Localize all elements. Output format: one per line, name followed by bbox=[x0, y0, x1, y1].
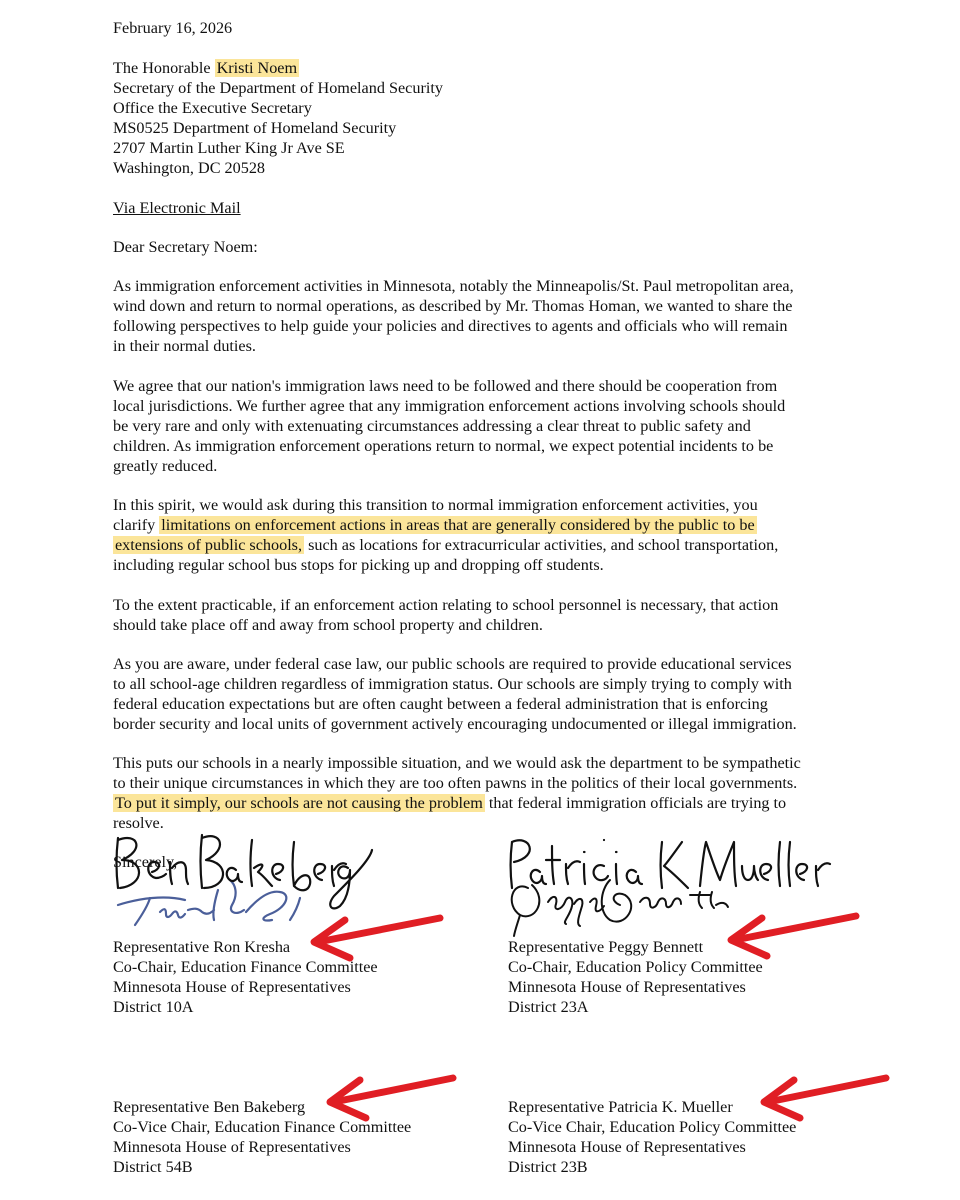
signatory-block bbox=[508, 1097, 796, 1177]
recipient-line: Secretary of the Department of Homeland Security bbox=[113, 79, 443, 97]
signature-ron-kresha bbox=[118, 880, 300, 925]
greeting: Dear Secretary Noem: bbox=[113, 238, 258, 256]
paragraph-6-line: This puts our schools in a nearly impossible situation, and we would ask the department to be sympathetic bbox=[113, 754, 801, 772]
signatory-title: Co-Vice Chair, Education Policy Committee bbox=[508, 1118, 797, 1136]
paragraph-6-text: that federal immigration officials are trying to bbox=[484, 794, 787, 812]
paragraph-5-line: As you are aware, under federal case law, our public schools are required to provide educational services bbox=[113, 655, 792, 673]
recipient-line: Office the Executive Secretary bbox=[113, 99, 312, 117]
paragraph-4-line: To the extent practicable, if an enforcement action relating to school personnel is necessary, that action bbox=[113, 596, 779, 614]
paragraph-3-line: In this spirit, we would ask during this transition to normal immigration enforcement activities, you bbox=[113, 496, 758, 514]
delivery-method: Via Electronic Mail bbox=[113, 199, 241, 217]
paragraph-5-line: border security and local units of government actively encouraging undocumented or illegal immigration. bbox=[113, 715, 797, 733]
recipient-prefix: The Honorable bbox=[113, 59, 215, 77]
paragraph-3-line bbox=[113, 515, 757, 535]
signature-peggy-bennett bbox=[512, 880, 728, 936]
signatory-district: District 10A bbox=[113, 998, 194, 1016]
signature-patricia-mueller bbox=[511, 840, 831, 888]
paragraph-5-line: federal education expectations but are often caught between a federal administration that is enforcing bbox=[113, 695, 768, 713]
paragraph-1-line: following perspectives to help guide your policies and directives to agents and officials who will remain bbox=[113, 317, 788, 335]
recipient-line: 2707 Martin Luther King Jr Ave SE bbox=[113, 139, 345, 157]
signatory-title: Co-Vice Chair, Education Finance Committee bbox=[113, 1118, 412, 1136]
paragraph-6-line: resolve. bbox=[113, 814, 164, 832]
paragraph-2-line: local jurisdictions. We further agree that any immigration enforcement actions involving schools should bbox=[113, 397, 786, 415]
signatory-body: Minnesota House of Representatives bbox=[508, 978, 746, 996]
signatory-district: District 23A bbox=[508, 998, 589, 1016]
paragraph-1-line: in their normal duties. bbox=[113, 337, 256, 355]
signatory-name: Representative Ben Bakeberg bbox=[113, 1098, 306, 1116]
signatory-block bbox=[113, 1097, 411, 1177]
signatory-block bbox=[113, 937, 378, 1017]
recipient-line: MS0525 Department of Homeland Security bbox=[113, 119, 397, 137]
closing: Sincerely, bbox=[113, 853, 178, 871]
signatory-district: District 54B bbox=[113, 1158, 193, 1176]
signatory-body: Minnesota House of Representatives bbox=[113, 1138, 351, 1156]
recipient-line: Washington, DC 20528 bbox=[113, 159, 266, 177]
signatory-name: Representative Peggy Bennett bbox=[508, 938, 704, 956]
signatory-block bbox=[508, 937, 763, 1017]
paragraph-2-line: We agree that our nation's immigration laws need to be followed and there should be cooperation from bbox=[113, 377, 778, 395]
paragraph-6-line: to their unique circumstances in which they are too often pawns in the politics of their local governments. bbox=[113, 774, 798, 792]
signatory-body: Minnesota House of Representatives bbox=[113, 978, 351, 996]
paragraph-4-line: should take place off and away from school property and children. bbox=[113, 616, 543, 634]
highlighted-text: limitations on enforcement actions in areas that are generally considered by the public to be bbox=[161, 516, 755, 534]
paragraph-3-text: such as locations for extracurricular activities, and school transportation, bbox=[304, 536, 779, 554]
paragraph-2-line: be very rare and only with extenuating circumstances addressing a clear threat to public safety and bbox=[113, 417, 751, 435]
paragraph-1-line: wind down and return to normal operations, as described by Mr. Thomas Homan, we wanted to share the bbox=[113, 297, 793, 315]
paragraph-2-line: children. As immigration enforcement operations return to normal, we expect potential incidents to be bbox=[113, 437, 774, 455]
signatory-title: Co-Chair, Education Policy Committee bbox=[508, 958, 763, 976]
signatory-title: Co-Chair, Education Finance Committee bbox=[113, 958, 378, 976]
highlighted-text: extensions of public schools, bbox=[115, 536, 303, 554]
paragraph-3-line: including regular school bus stops for picking up and dropping off students. bbox=[113, 556, 604, 574]
paragraph-1-line: As immigration enforcement activities in Minnesota, notably the Minneapolis/St. Paul metropolitan area, bbox=[113, 277, 794, 295]
paragraph-2-line: greatly reduced. bbox=[113, 457, 218, 475]
highlighted-text: To put it simply, our schools are not causing the problem bbox=[115, 794, 483, 812]
paragraph-3-line bbox=[113, 535, 778, 555]
signatory-district: District 23B bbox=[508, 1158, 588, 1176]
recipient-name: Kristi Noem bbox=[216, 59, 298, 77]
letter-date: February 16, 2026 bbox=[113, 19, 233, 37]
signatory-body: Minnesota House of Representatives bbox=[508, 1138, 746, 1156]
paragraph-6-line bbox=[113, 793, 786, 813]
paragraph-5-line: to all school-age children regardless of immigration status. Our schools are simply trying to comply with bbox=[113, 675, 792, 693]
paragraph-3-text: clarify bbox=[113, 516, 160, 534]
recipient-line-1 bbox=[113, 58, 299, 78]
signatory-name: Representative Patricia K. Mueller bbox=[508, 1098, 733, 1116]
signatory-name: Representative Ron Kresha bbox=[113, 938, 291, 956]
